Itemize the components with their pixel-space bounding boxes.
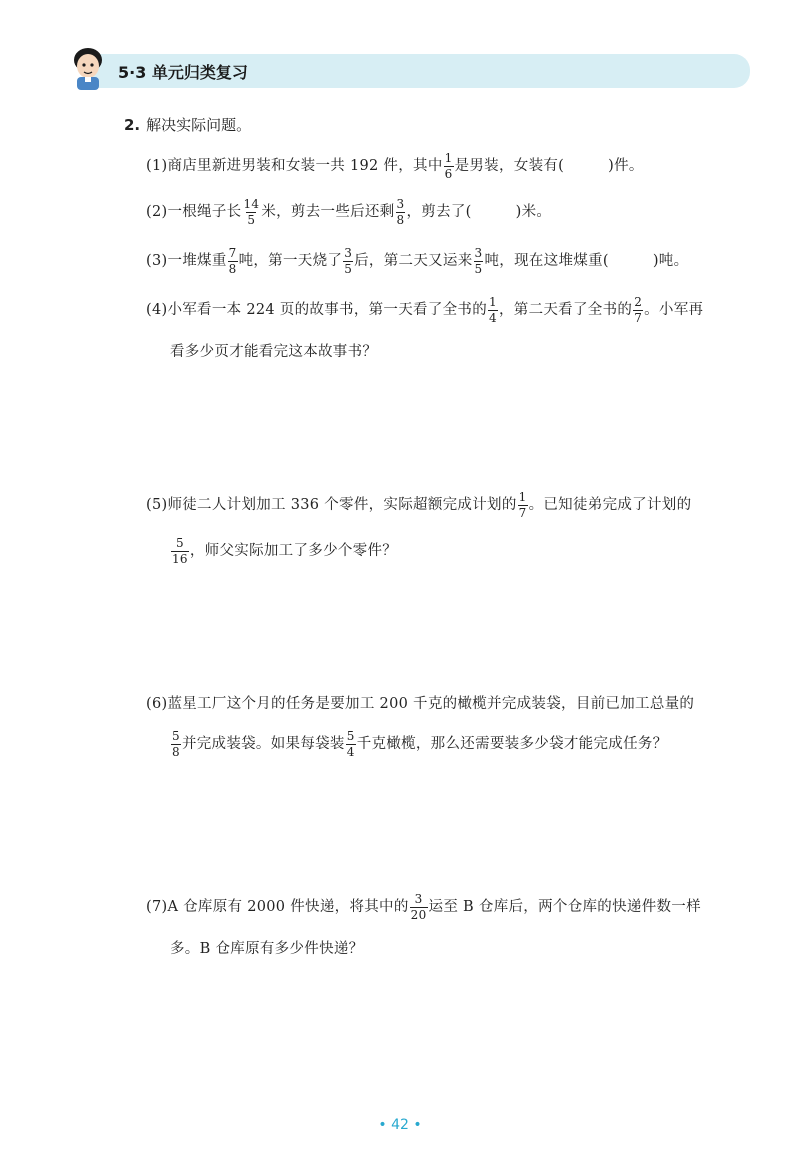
denominator: 8 [396, 212, 405, 227]
numerator: 3 [414, 892, 423, 906]
page-number: • 42 • [378, 1117, 422, 1133]
fraction [444, 152, 454, 180]
fraction [410, 893, 428, 921]
question-4 [146, 296, 703, 324]
q3-text: )吨。 [652, 253, 689, 270]
numerator: 1 [444, 151, 453, 165]
q4-text: (4)小军看一本 224 页的故事书，第一天看了全书的 [146, 302, 488, 319]
q2-text: )米。 [515, 204, 552, 221]
q5-text: (5)师徒二人计划加工 336 个零件，实际超额完成计划的 [146, 497, 517, 514]
denominator: 7 [518, 505, 527, 520]
fraction [242, 198, 260, 226]
denominator: 7 [634, 310, 643, 325]
numerator: 1 [489, 295, 497, 309]
denominator: 6 [444, 166, 453, 181]
q5-text: ，师父实际加工了多少个零件？ [189, 543, 398, 560]
question-6-line-2 [170, 730, 668, 758]
denominator: 16 [172, 551, 188, 566]
fraction [346, 730, 356, 758]
q4-text: 。小军再 [644, 302, 704, 319]
q2-text: 米，剪去一些后还剩 [261, 204, 395, 221]
fraction [488, 296, 498, 324]
fraction [474, 247, 484, 275]
q6-text: 千克橄榄，那么还需要装多少袋才能完成任务？ [356, 736, 668, 753]
question-4-line-2: 看多少页才能看完这本故事书？ [170, 344, 378, 360]
numerator: 2 [634, 295, 643, 309]
denominator: 4 [489, 310, 497, 325]
question-2 [146, 198, 551, 226]
q7-text: 运至 B 仓库后，两个仓库的快递件数一样 [428, 899, 701, 916]
fraction [171, 537, 189, 565]
numerator: 5 [346, 729, 355, 743]
section-heading [124, 114, 251, 135]
denominator: 5 [344, 261, 353, 276]
fraction [228, 247, 238, 275]
numerator: 3 [344, 246, 353, 260]
denominator: 8 [172, 744, 180, 759]
q3-text: 吨，第一天烧了 [238, 253, 343, 270]
unit-title: 5·3 单元归类复习 [118, 63, 248, 82]
q4-text: ，第二天看了全书的 [498, 302, 633, 319]
numerator: 5 [175, 536, 184, 550]
question-3 [146, 247, 688, 275]
question-7 [146, 893, 701, 921]
q5-text: 。已知徒弟完成了计划的 [528, 497, 692, 514]
fraction [518, 491, 528, 519]
numerator: 14 [243, 197, 260, 211]
q2-text: (2)一根绳子长 [146, 204, 242, 221]
q3-text: 后，第二天又运来 [354, 253, 473, 270]
question-5-line-2 [170, 537, 397, 565]
question-6: (6)蓝星工厂这个月的任务是要加工 200 千克的橄榄并完成装袋，目前已加工总量的 [146, 696, 695, 712]
q1-text: 是男装，女装有( [454, 158, 565, 175]
numerator: 1 [518, 490, 527, 504]
denominator: 5 [247, 212, 256, 227]
question-5 [146, 491, 691, 519]
denominator: 8 [228, 261, 237, 276]
numerator: 3 [396, 197, 405, 211]
fraction [171, 730, 181, 758]
fraction [396, 198, 406, 226]
q3-text: (3)一堆煤重 [146, 253, 227, 270]
denominator: 20 [410, 907, 427, 922]
numerator: 5 [172, 729, 180, 743]
q1-text: (1)商店里新进男装和女装一共 192 件，其中 [146, 158, 443, 175]
q1-text: )件。 [608, 158, 644, 175]
q7-text: (7)A 仓库原有 2000 件快递，将其中的 [146, 899, 409, 916]
fraction [343, 247, 353, 275]
section-number: 2. [124, 116, 141, 134]
numerator: 3 [474, 246, 483, 260]
q2-text: ，剪去了( [406, 204, 472, 221]
denominator: 4 [346, 744, 355, 759]
denominator: 5 [474, 261, 483, 276]
q6-text: 并完成装袋。如果每袋装 [181, 736, 345, 753]
student-mascot-icon [68, 44, 108, 90]
section-title: 解决实际问题。 [146, 116, 252, 134]
question-1 [146, 152, 644, 180]
question-7-line-2: 多。B 仓库原有多少件快递？ [170, 941, 364, 957]
fraction [633, 296, 643, 324]
q3-text: 吨，现在这堆煤重( [484, 253, 609, 270]
numerator: 7 [228, 246, 237, 260]
